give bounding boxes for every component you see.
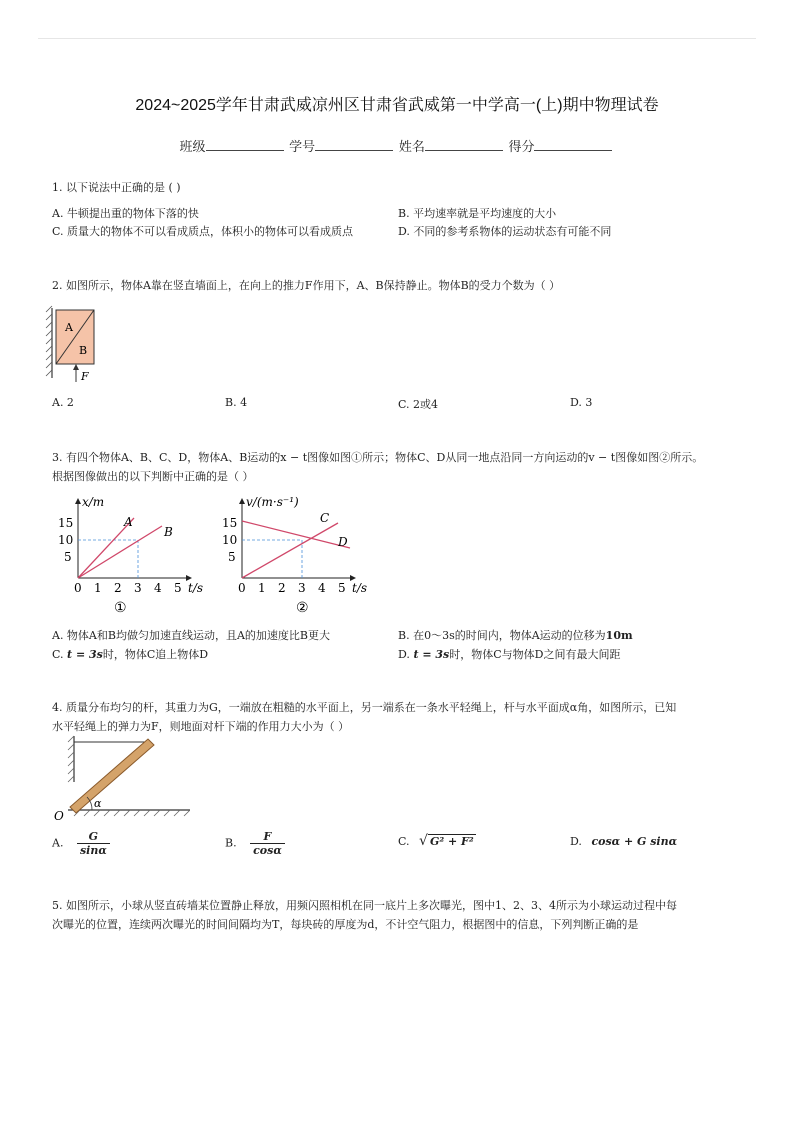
g2-y-label: v/(m·s⁻¹): [246, 495, 299, 509]
g2-xtick-5: 5: [338, 581, 346, 595]
name-blank: [425, 138, 503, 151]
g1-y-label: x/m: [82, 495, 105, 509]
score-blank: [534, 138, 612, 151]
g1-ytick-5: 5: [64, 550, 72, 564]
g2-ytick-15: 15: [222, 516, 238, 530]
q4-option-b[interactable]: [225, 830, 285, 857]
g2-xtick-2: 2: [278, 581, 286, 595]
q4-option-a-denominator: sinα: [79, 844, 107, 857]
q4-stem-line2: 水平轻绳上的弹力为F，则地面对杆下端的作用力大小为（ ）: [52, 720, 350, 733]
class-field[interactable]: [180, 136, 286, 155]
q3-stem-line1: 3. 有四个物体A、B、C、D，物体A、B运动的x − t图像如图①所示；物体C、D从同一地点沿同一方向运动的v − t图像如图②所示。: [52, 451, 704, 464]
block-a-label: A: [65, 321, 73, 334]
q4-option-a[interactable]: [52, 830, 110, 857]
q4-option-d-label: D.: [570, 835, 582, 848]
q3-option-c-label: C.: [52, 648, 64, 661]
q3-stem-line2: 根据图像做出的以下判断中正确的是（ ）: [52, 470, 254, 483]
g1-y-arrow: [75, 498, 81, 504]
class-blank: [206, 138, 284, 151]
g1-xtick-0: 0: [74, 581, 82, 595]
q1-option-c[interactable]: C. 质量大的物体不可以看成质点，体积小的物体可以看成质点: [52, 225, 354, 238]
g1-xtick-1: 1: [94, 581, 102, 595]
q4-option-d-expr: cosα + G sinα: [591, 835, 678, 848]
force-arrowhead: [73, 364, 79, 370]
q4-option-d[interactable]: [570, 835, 677, 848]
q3-option-d-text: 时，物体C与物体D之间有最大间距: [449, 648, 621, 661]
q4-option-a-numerator: G: [77, 830, 110, 844]
student-info-line: [0, 136, 794, 155]
q4-stem-line1: 4. 质量分布均匀的杆，其重力为G，一端放在粗糙的水平面上，另一端系在一条水平轻绳上，杆与水平面成α角，如图所示，已知: [52, 701, 677, 714]
g2-x-label: t/s: [352, 581, 368, 595]
page-title: 2024~2025学年甘肃武威凉州区甘肃省武威第一中学高一(上)期中物理试卷: [135, 97, 659, 114]
q4-option-c-expr: G² + F²: [429, 835, 474, 848]
q3-option-b[interactable]: [398, 627, 633, 643]
g2-caption: ②: [296, 600, 309, 616]
g1-xtick-3: 3: [134, 581, 142, 595]
wall-hatch: [46, 306, 52, 378]
score-label: 得分: [508, 139, 535, 154]
q1-option-d[interactable]: D. 不同的参考系物体的运动状态有可能不同: [398, 225, 612, 238]
q2-option-c[interactable]: C. 2或4: [398, 398, 439, 411]
q4-o-label: O: [54, 809, 64, 822]
q4-rod: [70, 739, 154, 813]
g1-label-b: B: [164, 525, 173, 539]
q3-option-d[interactable]: [398, 646, 621, 662]
g1-xtick-2: 2: [114, 581, 122, 595]
q3-option-c-text: 时，物体C追上物体D: [102, 648, 209, 661]
q3-option-a[interactable]: A. 物体A和B均做匀加速直线运动，且A的加速度比B更大: [52, 629, 330, 642]
q3-option-c[interactable]: [52, 646, 208, 662]
q3-graph-2: [218, 490, 388, 620]
top-divider: [38, 38, 756, 39]
class-label: 班级: [179, 139, 206, 154]
q3-option-b-value: 10m: [605, 629, 633, 642]
g2-xtick-4: 4: [318, 581, 326, 595]
q1-stem: 1. 以下说法中正确的是 ( ): [52, 181, 181, 194]
q4-option-c-label: C.: [398, 835, 410, 848]
score-field[interactable]: [508, 136, 614, 155]
q4-option-a-label: A.: [52, 836, 64, 850]
q3-option-d-label: D.: [398, 648, 410, 661]
q4-figure: [50, 730, 190, 822]
q2-option-b[interactable]: B. 4: [225, 396, 248, 409]
q4-option-b-label: B.: [225, 836, 237, 850]
g2-line-c: [242, 523, 338, 578]
g1-xtick-5: 5: [174, 581, 182, 595]
q4-option-b-numerator: F: [250, 830, 285, 844]
q4-option-c-sqrt: √: [419, 833, 428, 849]
g2-xtick-3: 3: [298, 581, 306, 595]
g2-xtick-1: 1: [258, 581, 266, 595]
q4-ground-hatch: [68, 810, 190, 816]
name-label: 姓名: [398, 139, 425, 154]
g2-label-d: D: [338, 535, 348, 549]
g2-y-arrow: [239, 498, 245, 504]
question-3: [52, 448, 772, 486]
g2-ytick-5: 5: [228, 550, 236, 564]
id-label: 学号: [289, 139, 316, 154]
name-field[interactable]: [399, 136, 505, 155]
q2-stem: 2. 如图所示，物体A靠在竖直墙面上，在向上的推力F作用下，A、B保持静止。物体B的受力个数为（ ）: [52, 279, 561, 292]
g2-label-c: C: [320, 511, 330, 525]
q4-wall-hatch: [68, 736, 74, 782]
question-2: [52, 276, 752, 295]
id-field[interactable]: [289, 136, 395, 155]
q3-option-c-math: t = 3s: [67, 648, 103, 661]
q4-option-b-denominator: cosα: [253, 844, 282, 857]
q5-stem-line2: 次曝光的位置，连续两次曝光的时间间隔均为T，每块砖的厚度为d，不计空气阻力，根据图中的信息，下列判断正确的是: [52, 918, 639, 931]
q2-figure: [44, 300, 104, 386]
q1-option-b[interactable]: B. 平均速率就是平均速度的大小: [398, 207, 557, 220]
g2-xtick-0: 0: [238, 581, 246, 595]
q5-stem-line1: 5. 如图所示，小球从竖直砖墙某位置静止释放，用频闪照相机在同一底片上多次曝光，图中1、2、3、4所示为小球运动过程中每: [52, 899, 677, 912]
g1-xtick-4: 4: [154, 581, 162, 595]
q3-graph-1: [54, 490, 214, 620]
question-5: [52, 896, 772, 934]
q2-option-a[interactable]: A. 2: [52, 396, 74, 409]
q4-option-a-fraction: [77, 830, 110, 857]
g2-ytick-10: 10: [222, 533, 238, 547]
g1-caption: ①: [114, 600, 127, 616]
id-blank: [315, 138, 393, 151]
g1-label-a: A: [124, 515, 133, 529]
block-b-label: B: [79, 344, 88, 357]
g1-x-label: t/s: [188, 581, 204, 595]
q3-option-b-text: B. 在0～3s的时间内，物体A运动的位移为: [398, 629, 606, 642]
question-1: [52, 178, 752, 197]
q1-option-a[interactable]: A. 牛顿提出重的物体下落的快: [52, 207, 199, 220]
g1-ytick-15: 15: [58, 516, 74, 530]
q4-option-b-fraction: [250, 830, 285, 857]
g1-ytick-10: 10: [58, 533, 74, 547]
q3-option-d-math: t = 3s: [413, 648, 450, 661]
force-label: F: [81, 370, 89, 383]
q2-option-d[interactable]: D. 3: [570, 396, 593, 409]
q4-alpha-label: α: [94, 797, 102, 810]
q4-option-c[interactable]: [398, 833, 476, 849]
